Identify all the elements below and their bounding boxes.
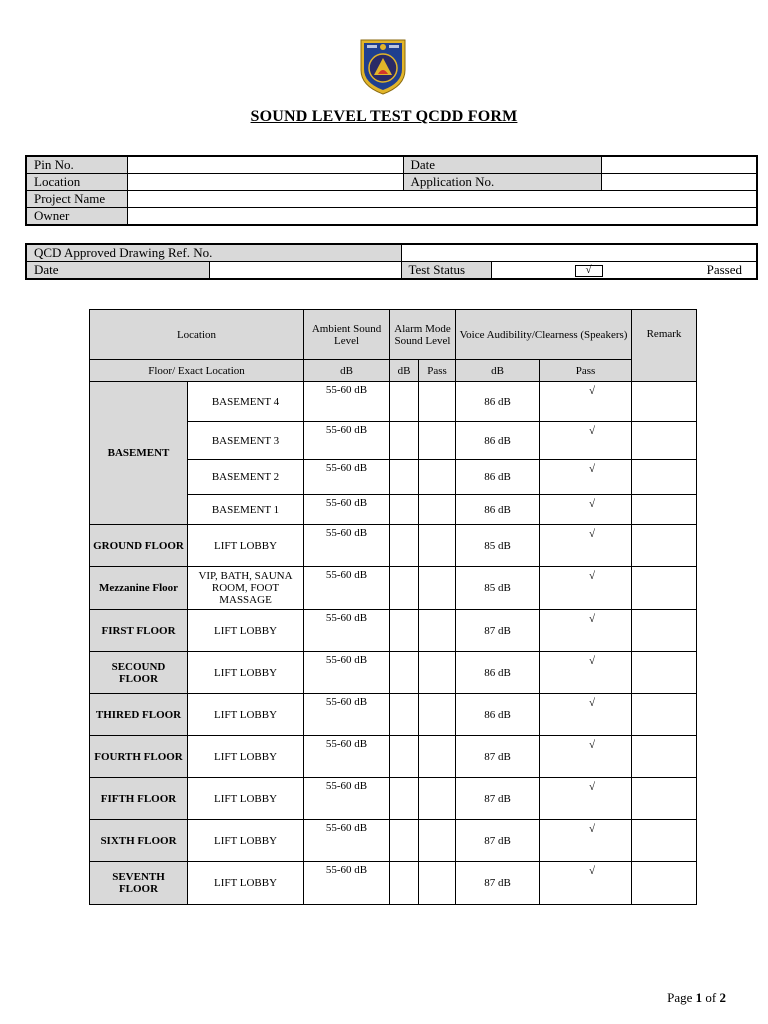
alarm-db-cell[interactable] <box>390 778 419 820</box>
remark-cell[interactable] <box>632 525 697 567</box>
voice-db-cell: 85 dB <box>456 525 540 567</box>
header-alarm-pass: Pass <box>419 360 456 382</box>
form-title: SOUND LEVEL TEST QCDD FORM <box>250 108 518 125</box>
table-row <box>90 820 697 862</box>
floor-cell: SECOUND FLOOR <box>90 652 188 694</box>
ambient-db-cell: 55-60 dB <box>304 652 390 694</box>
exact-location-cell: LIFT LOBBY <box>188 736 304 778</box>
alarm-db-cell[interactable] <box>390 567 419 610</box>
project-info-table <box>25 155 758 226</box>
exact-location-cell: LIFT LOBBY <box>188 610 304 652</box>
alarm-db-cell[interactable] <box>390 422 419 460</box>
exact-location-cell: BASEMENT 3 <box>188 422 304 460</box>
header-voice-pass: Pass <box>540 360 632 382</box>
voice-pass-cell: √ <box>540 495 632 525</box>
pin-label: Pin No. <box>26 156 127 174</box>
exact-location-cell: LIFT LOBBY <box>188 862 304 905</box>
project-field[interactable] <box>127 191 757 208</box>
table-row <box>90 610 697 652</box>
exact-location-cell: BASEMENT 2 <box>188 460 304 495</box>
table-row <box>90 778 697 820</box>
voice-pass-cell: √ <box>540 862 632 905</box>
alarm-db-cell[interactable] <box>390 652 419 694</box>
floor-cell: FIRST FLOOR <box>90 610 188 652</box>
voice-pass-cell: √ <box>540 736 632 778</box>
remark-cell[interactable] <box>632 382 697 422</box>
table-row <box>90 382 697 422</box>
ambient-db-cell: 55-60 dB <box>304 495 390 525</box>
remark-cell[interactable] <box>632 778 697 820</box>
alarm-pass-cell[interactable] <box>419 694 456 736</box>
table-row <box>90 525 697 567</box>
remark-cell[interactable] <box>632 820 697 862</box>
date-label: Date <box>403 156 601 174</box>
remark-cell[interactable] <box>632 567 697 610</box>
alarm-pass-cell[interactable] <box>419 610 456 652</box>
page-footer: Page 1 of 2 <box>667 990 726 1005</box>
test-status-field[interactable] <box>491 262 757 280</box>
sound-level-table <box>89 309 697 905</box>
drawing-info-table <box>25 243 758 280</box>
status-value: Passed <box>706 262 742 277</box>
alarm-pass-cell[interactable] <box>419 736 456 778</box>
exact-location-cell: BASEMENT 1 <box>188 495 304 525</box>
voice-db-cell: 86 dB <box>456 422 540 460</box>
alarm-db-cell[interactable] <box>390 382 419 422</box>
ambient-db-cell: 55-60 dB <box>304 460 390 495</box>
ambient-db-cell: 55-60 dB <box>304 694 390 736</box>
alarm-db-cell[interactable] <box>390 495 419 525</box>
voice-db-cell: 87 dB <box>456 820 540 862</box>
table-row <box>90 694 697 736</box>
header-ambient-db: dB <box>304 360 390 382</box>
test-date-field[interactable] <box>209 262 401 280</box>
floor-cell: GROUND FLOOR <box>90 525 188 567</box>
voice-pass-cell: √ <box>540 694 632 736</box>
table-row <box>90 862 697 905</box>
alarm-db-cell[interactable] <box>390 525 419 567</box>
remark-cell[interactable] <box>632 652 697 694</box>
remark-cell[interactable] <box>632 694 697 736</box>
voice-pass-cell: √ <box>540 820 632 862</box>
date-field[interactable] <box>601 156 757 174</box>
application-label: Application No. <box>403 174 601 191</box>
alarm-db-cell[interactable] <box>390 694 419 736</box>
voice-pass-cell: √ <box>540 610 632 652</box>
header-ambient: Ambient Sound Level <box>304 310 390 360</box>
voice-pass-cell: √ <box>540 525 632 567</box>
table-row <box>90 567 697 610</box>
floor-cell: Mezzanine Floor <box>90 567 188 610</box>
alarm-pass-cell[interactable] <box>419 525 456 567</box>
owner-field[interactable] <box>127 208 757 226</box>
alarm-db-cell[interactable] <box>390 610 419 652</box>
exact-location-cell: LIFT LOBBY <box>188 525 304 567</box>
alarm-pass-cell[interactable] <box>419 567 456 610</box>
voice-db-cell: 86 dB <box>456 382 540 422</box>
table-row <box>90 652 697 694</box>
voice-pass-cell: √ <box>540 652 632 694</box>
exact-location-cell: LIFT LOBBY <box>188 652 304 694</box>
floor-cell: SEVENTH FLOOR <box>90 862 188 905</box>
remark-cell[interactable] <box>632 495 697 525</box>
drawing-field[interactable] <box>401 244 757 262</box>
ambient-db-cell: 55-60 dB <box>304 382 390 422</box>
test-date-label: Date <box>26 262 209 280</box>
ambient-db-cell: 55-60 dB <box>304 610 390 652</box>
header-location: Location <box>90 310 304 360</box>
alarm-pass-cell[interactable] <box>419 422 456 460</box>
alarm-pass-cell[interactable] <box>419 820 456 862</box>
voice-db-cell: 87 dB <box>456 778 540 820</box>
remark-cell[interactable] <box>632 460 697 495</box>
drawing-label: QCD Approved Drawing Ref. No. <box>26 244 401 262</box>
ambient-db-cell: 55-60 dB <box>304 820 390 862</box>
voice-db-cell: 87 dB <box>456 862 540 905</box>
ambient-db-cell: 55-60 dB <box>304 525 390 567</box>
remark-cell[interactable] <box>632 736 697 778</box>
location-label: Location <box>26 174 127 191</box>
floor-cell: FIFTH FLOOR <box>90 778 188 820</box>
floor-cell: SIXTH FLOOR <box>90 820 188 862</box>
ambient-db-cell: 55-60 dB <box>304 862 390 905</box>
voice-db-cell: 86 dB <box>456 495 540 525</box>
exact-location-cell: LIFT LOBBY <box>188 694 304 736</box>
header-voice-db: dB <box>456 360 540 382</box>
table-row <box>90 736 697 778</box>
alarm-pass-cell[interactable] <box>419 778 456 820</box>
exact-location-cell: VIP, BATH, SAUNA ROOM, FOOT MASSAGE <box>188 567 304 610</box>
alarm-pass-cell[interactable] <box>419 495 456 525</box>
voice-pass-cell: √ <box>540 778 632 820</box>
voice-db-cell: 86 dB <box>456 694 540 736</box>
ambient-db-cell: 55-60 dB <box>304 567 390 610</box>
header-remark: Remark <box>632 310 697 382</box>
ambient-db-cell: 55-60 dB <box>304 778 390 820</box>
remark-cell[interactable] <box>632 610 697 652</box>
voice-pass-cell: √ <box>540 382 632 422</box>
alarm-pass-cell[interactable] <box>419 460 456 495</box>
status-checkbox[interactable]: √ <box>575 265 603 277</box>
floor-cell: BASEMENT <box>90 382 188 525</box>
alarm-pass-cell[interactable] <box>419 382 456 422</box>
exact-location-cell: LIFT LOBBY <box>188 778 304 820</box>
owner-label: Owner <box>26 208 127 226</box>
alarm-db-cell[interactable] <box>390 736 419 778</box>
header-voice: Voice Audibility/Clearness (Speakers) <box>456 310 632 360</box>
test-status-label: Test Status <box>401 262 491 280</box>
voice-pass-cell: √ <box>540 567 632 610</box>
ambient-db-cell: 55-60 dB <box>304 736 390 778</box>
pin-field[interactable] <box>127 156 403 174</box>
civil-defense-emblem <box>357 36 409 96</box>
floor-cell: THIRED FLOOR <box>90 694 188 736</box>
floor-cell: FOURTH FLOOR <box>90 736 188 778</box>
alarm-db-cell[interactable] <box>390 820 419 862</box>
exact-location-cell: BASEMENT 4 <box>188 382 304 422</box>
alarm-pass-cell[interactable] <box>419 652 456 694</box>
application-field[interactable] <box>601 174 757 191</box>
header-floor-exact: Floor/ Exact Location <box>90 360 304 382</box>
voice-pass-cell: √ <box>540 460 632 495</box>
location-field[interactable] <box>127 174 403 191</box>
alarm-pass-cell[interactable] <box>419 862 456 905</box>
voice-db-cell: 85 dB <box>456 567 540 610</box>
header-alarm: Alarm Mode Sound Level <box>390 310 456 360</box>
remark-cell[interactable] <box>632 862 697 905</box>
voice-db-cell: 87 dB <box>456 736 540 778</box>
exact-location-cell: LIFT LOBBY <box>188 820 304 862</box>
voice-pass-cell: √ <box>540 422 632 460</box>
voice-db-cell: 86 dB <box>456 652 540 694</box>
ambient-db-cell: 55-60 dB <box>304 422 390 460</box>
alarm-db-cell[interactable] <box>390 460 419 495</box>
project-label: Project Name <box>26 191 127 208</box>
voice-db-cell: 87 dB <box>456 610 540 652</box>
header-alarm-db: dB <box>390 360 419 382</box>
alarm-db-cell[interactable] <box>390 862 419 905</box>
voice-db-cell: 86 dB <box>456 460 540 495</box>
remark-cell[interactable] <box>632 422 697 460</box>
